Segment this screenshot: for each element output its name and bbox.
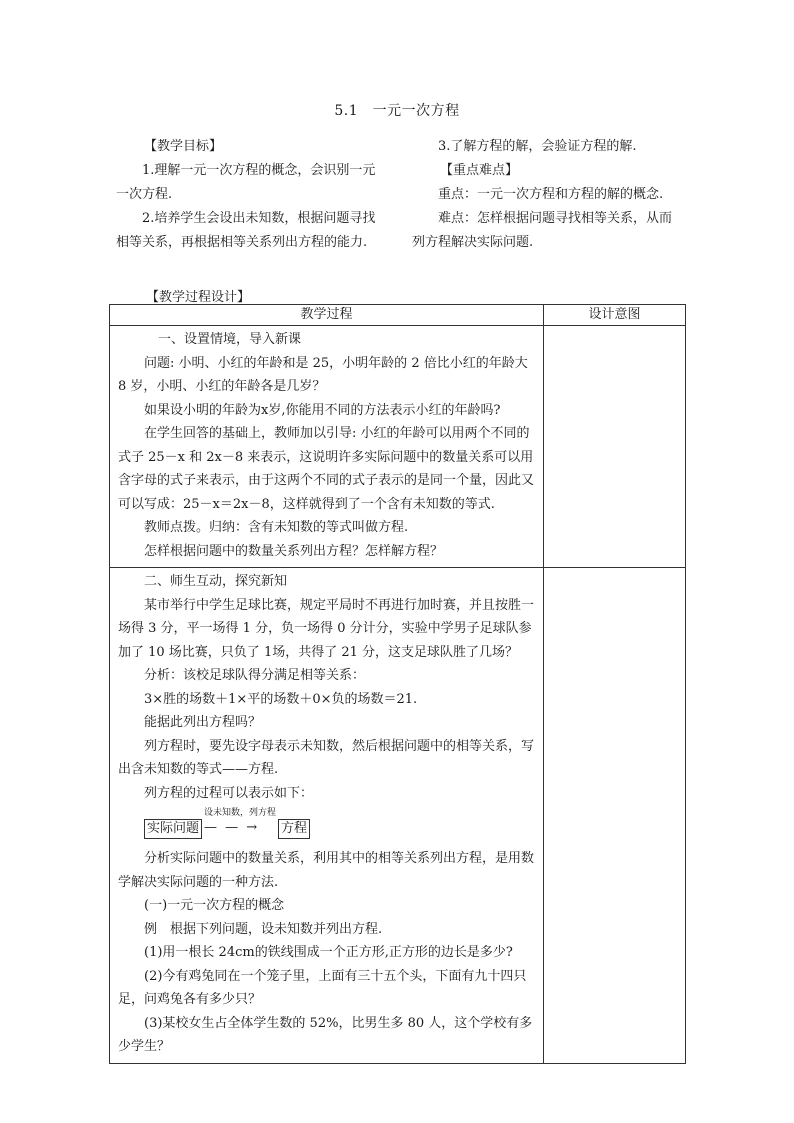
objective-item-2: 2.培养学生会设出未知数，根据问题寻找相等关系，再根据相等关系列出方程的能力. [116, 211, 376, 250]
section1-intent-cell [544, 326, 686, 568]
section2-method: 列方程时，要先设字母表示未知数，然后根据问题中的相等关系，写出含未知数的等式——方程. [118, 738, 535, 777]
table-row [110, 568, 686, 1064]
key-points-column [412, 135, 680, 255]
table-row [110, 326, 686, 568]
section1-question: 如果设小明的年龄为x岁,你能用不同的方法表示小红的年龄吗? [144, 402, 501, 418]
section2-problem: 某市举行中学生足球比赛，规定平局时不再进行加时赛，并且按胜一场得 3 分，平一场得 1 分，负一场得 0 分计分，实验中学男子足球队参加了 10 场比赛，只负了 1场，共得了 21 分，这支足球队胜了几场？ [118, 597, 535, 660]
example-item-2: (2)今有鸡兔同在一个笼子里，上面有三十五个头，下面有九十四只足，问鸡兔各有多少只？ [118, 968, 527, 1007]
process-table [109, 304, 686, 1064]
section2-question: 能据此列出方程吗？ [144, 715, 262, 730]
section1-title: 一、设置情境，导入新课 [158, 332, 302, 347]
section1-cell [110, 326, 544, 568]
objective-item-1: 1.理解一元一次方程的概念，会识别一元一次方程. [116, 163, 376, 202]
section1-next-question: 怎样根据问题中的数量关系列出方程？怎样解方程？ [144, 543, 444, 559]
section2-analysis: 分析：该校足球队得分满足相等关系： [144, 668, 366, 683]
section1-summary: 教师点拨。归纳：含有未知数的等式叫做方程. [144, 520, 409, 535]
section2-process-intro: 列方程的过程可以表示如下： [144, 785, 314, 801]
section2-conclusion: 分析实际问题中的数量关系，利用其中的相等关系列出方程，是用数学解决实际问题的一种方法. [118, 851, 535, 890]
page-title: 5.1 一元一次方程 [334, 103, 460, 119]
section2-title: 二、师生互动，探究新知 [144, 574, 288, 589]
section2-example: 例 根据下列问题，设未知数并列出方程. [144, 921, 383, 937]
col-header-intent: 设计意图 [544, 305, 686, 326]
objective-item-3: 3.了解方程的解，会验证方程的解. [438, 139, 637, 154]
diagram-arrow-label: 设未知数，列方程 [204, 808, 277, 818]
table-header-row [110, 305, 686, 326]
example-item-1: (1)用一根长 24cm的铁线围成一个正方形,正方形的边长是多少? [144, 945, 513, 960]
key-points-heading: 【重点难点】 [440, 163, 519, 178]
arrow-right-icon: — — → [204, 820, 260, 835]
difficult-point: 难点：怎样根据问题寻找相等关系，从而列方程解决实际问题. [412, 211, 673, 250]
example-item-3: (3)某校女生占全体学生数的 52%，比男生多 80 人，这个学校有多少学生？ [118, 1015, 533, 1054]
diagram-box-equation: 方程 [278, 819, 310, 839]
section2-cell [110, 568, 544, 1064]
diagram-box-problem: 实际问题 [144, 819, 202, 839]
section1-guidance: 在学生回答的基础上，教师加以引导: 小红的年龄可以用两个不同的式子 25－x 和 2x－8 来表示，这说明许多实际问题中的数量关系可以用含字母的式子来表示，由于这两个不同的式子表示的是同一个量，因此又可以写成：25－x＝2x－8，这样就得到了一个含有未知数的等式. [118, 426, 535, 512]
section1-problem: 问题: 小明、小红的年龄和是 25，小明年龄的 2 倍比小红的年龄大 8 岁，小明、小红的年龄各是几岁？ [118, 355, 528, 394]
objectives-heading: 【教学目标】 [144, 139, 223, 154]
process-heading: 【教学过程设计】 [146, 290, 251, 305]
process-diagram [144, 807, 535, 845]
key-point: 重点：一元一次方程和方程的解的概念. [438, 187, 664, 202]
section2-intent-cell [544, 568, 686, 1064]
col-header-process: 教学过程 [110, 305, 544, 326]
objectives-column [116, 135, 386, 255]
section2-equation-relation: 3×胜的场数＋1×平的场数＋0×负的场数＝21. [144, 691, 418, 707]
section2-subheading: (一)一元一次方程的概念 [144, 898, 285, 913]
